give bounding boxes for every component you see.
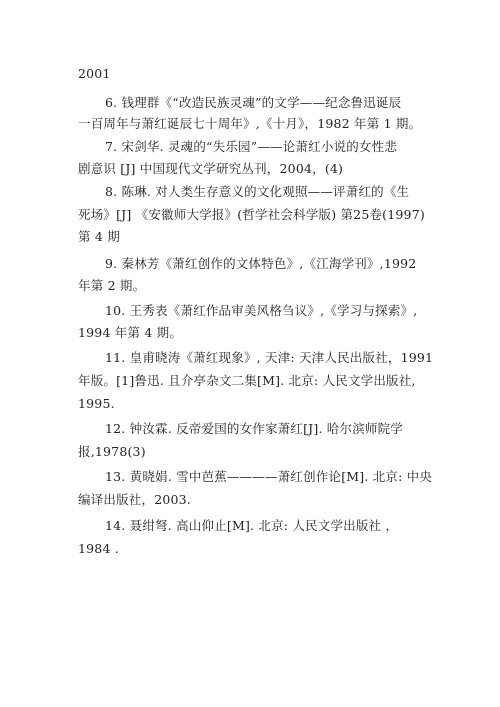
- reference-8-line-2: 死场》[J] 《安徽师大学报》(哲学社会科学版) 第25卷(1997): [78, 207, 425, 222]
- reference-8-line-3: 第 4 期: [78, 229, 120, 244]
- reference-6-line-1: 6. 钱理群《“改造民族灵魂”的文学——纪念鲁迅诞辰: [105, 95, 402, 110]
- reference-12-line-1: 12. 钟汝霖. 反帝爱国的女作家萧红[J]. 哈尔滨师院学: [105, 421, 404, 436]
- reference-11-line-1: 11. 皇甫晓涛《萧红现象》, 天津: 天津人民出版社，1991: [105, 350, 434, 365]
- reference-13-line-2: 编译出版社，2003.: [78, 492, 191, 507]
- reference-10-line-1: 10. 王秀表《萧红作品审美风格刍议》,《学习与探索》,: [105, 303, 418, 318]
- reference-7-line-2: 剧意识 [J] 中国现代文学研究丛刊，2004，(4): [78, 161, 344, 176]
- reference-12-line-2: 报,1978(3): [78, 444, 146, 459]
- text-line: 2001: [78, 66, 111, 81]
- reference-11-line-3: 1995.: [78, 396, 115, 411]
- reference-8-line-1: 8. 陈琳. 对人类生存意义的文化观照——评萧红的《生: [105, 184, 410, 199]
- reference-9-line-2: 年第 2 期。: [78, 278, 146, 293]
- reference-11-line-2: 年版。[1]鲁迅. 且介亭杂文二集[M]. 北京: 人民文学出版社,: [78, 373, 416, 388]
- reference-7-line-1: 7. 宋剑华. 灵魂的“失乐园”——论萧红小说的女性悲: [105, 139, 398, 154]
- reference-6-line-2: 一百周年与萧红诞辰七十周年》,《十月》，1982 年第 1 期。: [78, 116, 422, 131]
- reference-9-line-1: 9. 秦林芳《萧红创作的文体特色》,《江海学刊》,1992: [105, 256, 417, 271]
- reference-13-line-1: 13. 黄晓娟. 雪中芭蕉————萧红创作论[M]. 北京: 中央: [105, 469, 433, 484]
- reference-14-line-1: 14. 聂绀弩. 高山仰止[M]. 北京: 人民文学出版社 ，: [105, 518, 399, 533]
- reference-10-line-2: 1994 年第 4 期。: [78, 325, 183, 340]
- reference-14-line-2: 1984 .: [78, 541, 119, 556]
